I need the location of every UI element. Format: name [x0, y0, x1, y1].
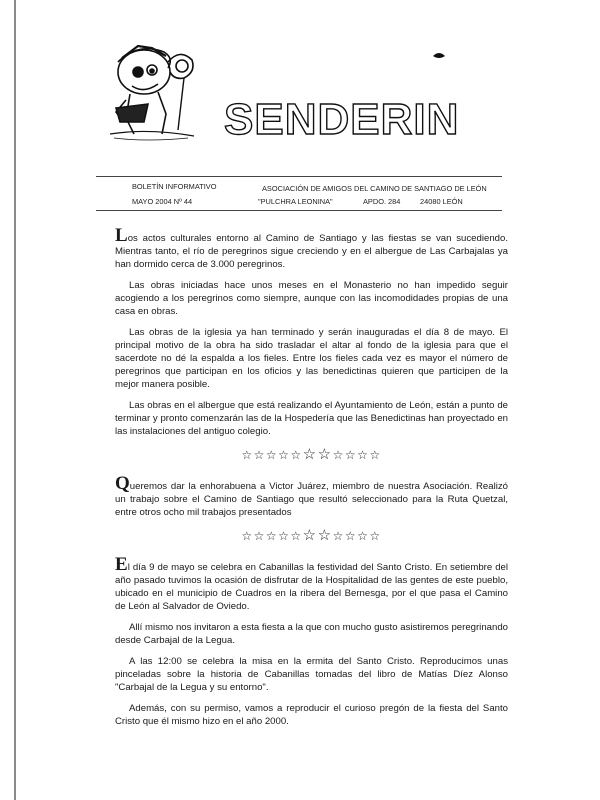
paragraph-text: ueremos dar la enhorabuena a Victor Juárez, miembro de nuestra Asociación. Realizó un trabajo sobre el Camino de Santiago que resultó seleccionado para la Ruta Quetzal, entre otros ocho mil trabajos presentados — [115, 481, 508, 518]
masthead — [108, 38, 508, 148]
paragraph: A las 12:00 se celebra la misa en la ermita del Santo Cristo. Reproducimos unas pinceladas sobre la historia de Cabanillas tomadas del libro de Matías Díez Alonso "Carbajal de la Legua y su entorno". — [115, 656, 508, 693]
drop-cap: Q — [115, 473, 130, 494]
star-separator — [115, 529, 508, 543]
paragraph: Además, con su permiso, vamos a reproducir el curioso pregón de la fiesta del Santo Cristo que él mismo hizo en el año 2000. — [115, 703, 508, 727]
pilgrim-mascot-logo — [108, 38, 508, 148]
paragraph — [115, 554, 508, 613]
stars-tail: ☆☆☆☆ — [332, 448, 382, 462]
stars-small: ☆☆☆☆☆ — [241, 529, 303, 543]
issue-number: MAYO 2004 Nº 44 — [132, 197, 193, 206]
article-body — [115, 225, 508, 736]
senderin-wordmark: SENDERIN — [224, 95, 460, 144]
association-motto: "PULCHRA LEONINA" — [258, 197, 333, 206]
paragraph-text: l día 9 de mayo se celebra en Cabanillas la festividad del Santo Cristo. En setiembre del año pasado tuvimos la ocasión de disfrutar de la Hospitalidad de las gentes de este pueblo, ubicado en el municipio de Cuadros en la ribera del Bernesga, por el que pasa el Camino de León al Salvador de Oviedo. — [115, 562, 508, 612]
paragraph — [115, 473, 508, 519]
paragraph: Las obras iniciadas hace unos meses en el Monasterio no han impedido seguir acogiendo a los peregrinos como siempre, aunque con las incomodidades propias de una casa en obras. — [115, 280, 508, 317]
star-separator — [115, 448, 508, 462]
paragraph — [115, 225, 508, 271]
paragraph: Las obras de la iglesia ya han terminado y serán inauguradas el día 8 de mayo. El principal motivo de la obra ha sido trasladar el altar al fondo de la iglesia para que el sacerdote no dé la espalda a los fieles. Entre los fieles cada vez es mayor el número de peregrinos que participan en los oficios y las benedictinas quieren que participen de la mejor manera posible. — [115, 327, 508, 390]
page-left-edge — [14, 0, 16, 800]
header-bottom-rule — [96, 210, 502, 211]
drop-cap: L — [115, 225, 128, 246]
stars-big: ☆☆ — [302, 446, 333, 463]
boletin-label: BOLETÍN INFORMATIVO — [132, 182, 217, 191]
stars-big: ☆☆ — [302, 527, 333, 544]
postal-box: APDO. 284 — [363, 197, 401, 206]
header-top-rule — [96, 176, 502, 177]
association-name: ASOCIACIÓN DE AMIGOS DEL CAMINO DE SANTIAGO DE LEÓN — [262, 184, 487, 193]
paragraph-text: os actos culturales entorno al Camino de Santiago y las fiestas se van sucediendo. Mientras tanto, el río de peregrinos sigue creciendo y en el albergue de Las Carbajalas ya han dormido cerca de 3.000 peregrinos. — [115, 233, 508, 270]
stars-small: ☆☆☆☆☆ — [241, 448, 303, 462]
postal-city: 24080 LEÓN — [420, 197, 463, 206]
drop-cap: E — [115, 554, 128, 575]
stars-tail: ☆☆☆☆ — [332, 529, 382, 543]
paragraph: Las obras en el albergue que está realizando el Ayuntamiento de León, están a punto de terminar y pronto comenzarán las de la Hospedería que las Benedictinas han proyectado en las instalaciones del antiguo colegio. — [115, 400, 508, 437]
paragraph: Allí mismo nos invitaron a esta fiesta a la que con mucho gusto asistiremos peregrinando desde Carbajal de la Legua. — [115, 622, 508, 646]
